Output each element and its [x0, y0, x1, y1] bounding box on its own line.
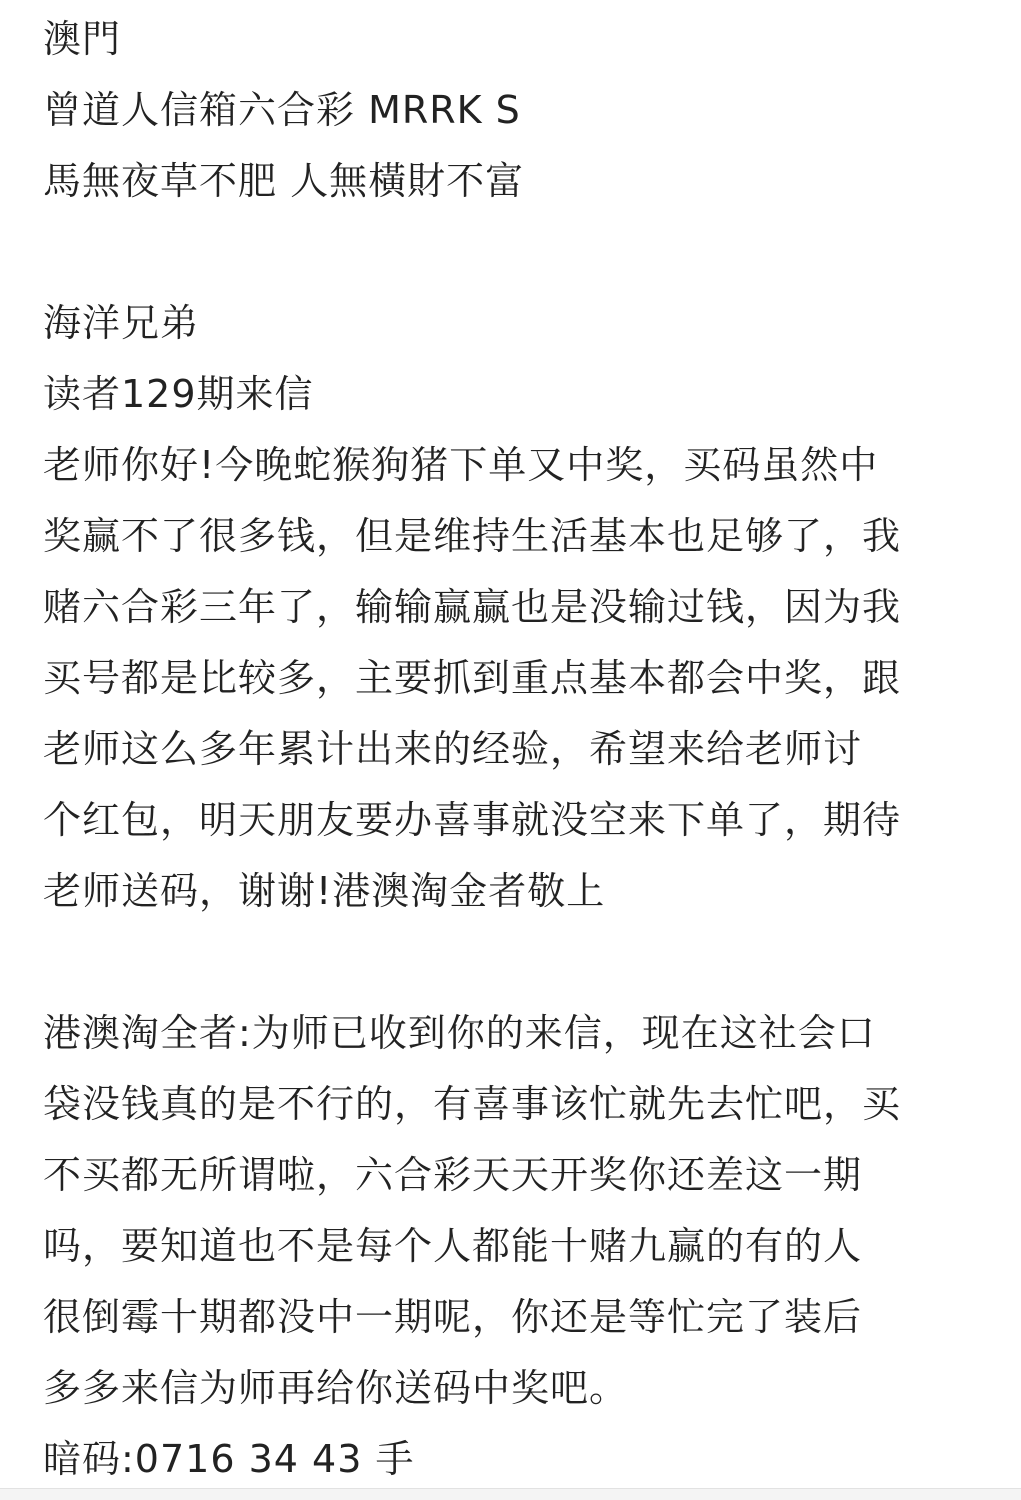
reply-text-line: 很倒霉十期都没中一期呢，你还是等忙完了装后 [43, 1295, 863, 1339]
title-line: 澳門 [43, 17, 122, 61]
motto-line: 馬無夜草不肥 人無橫財不富 [43, 159, 525, 203]
letter-text-line: 赌六合彩三年了，输输赢赢也是没输过钱，因为我 [43, 585, 902, 629]
letter-text-line: 个红包，明天朋友要办喜事就没空来下单了，期待 [43, 798, 902, 842]
bottom-bar [0, 1488, 1021, 1500]
subtitle-line: 曾道人信箱六合彩 MRRK S [43, 88, 521, 132]
reply-text-line: 港澳淘全者:为师已收到你的来信，现在这社会口 [43, 1011, 876, 1055]
reply-text-line: 吗，要知道也不是每个人都能十赌九赢的有的人 [43, 1224, 863, 1268]
reply-text-line: 袋没钱真的是不行的，有喜事该忙就先去忙吧，买 [43, 1082, 902, 1126]
letter-text-line: 老师这么多年累计出来的经验，希望来给老师讨 [43, 727, 863, 771]
code-line: 暗码:0716 34 43 手 [43, 1437, 415, 1481]
letter-text-line: 老师送码，谢谢!港澳淘金者敬上 [43, 869, 606, 913]
document-body [43, 4, 1001, 1495]
blank-line [43, 217, 1001, 288]
letter-text-line: 买号都是比较多，主要抓到重点基本都会中奖，跟 [43, 656, 902, 700]
letter-heading: 读者129期来信 [43, 372, 314, 416]
reply-text-line: 多多来信为师再给你送码中奖吧。 [43, 1366, 629, 1410]
section-heading: 海洋兄弟 [43, 301, 200, 345]
reply-text-line: 不买都无所谓啦，六合彩天天开奖你还差这一期 [43, 1153, 863, 1197]
letter-text-line: 奖赢不了很多钱，但是维持生活基本也足够了，我 [43, 514, 902, 558]
blank-line [43, 927, 1001, 998]
letter-text-line: 老师你好!今晚蛇猴狗猪下单又中奖，买码虽然中 [43, 443, 879, 487]
